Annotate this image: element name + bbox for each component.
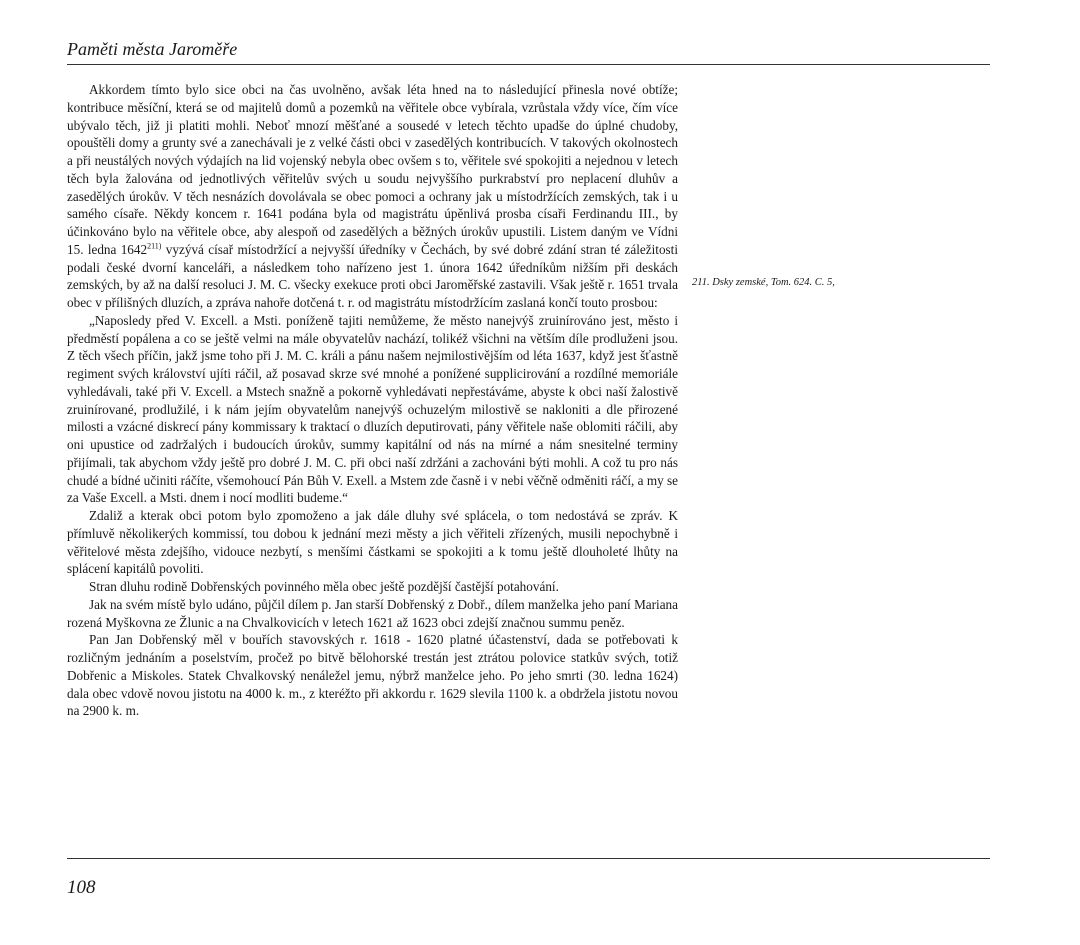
main-text bbox=[67, 81, 678, 720]
paragraph: Zdaliž a kterak obci potom bylo zpomoženo a jak dále dluhy své splácela, o tom nedostává se zpráv. K přímluvě několikerých kommissí, tou dobou k jednání mezi městy a jich věřiteli zřízených, musili nepochybně i věřitelové města zdejšího, vidouce nezbytí, s menšími částkami se spokojiti a k tomu ještě dlouholeté lhůty na splácení kapitálů povoliti. bbox=[67, 508, 678, 577]
paragraph-text: Akkordem tímto bylo sice obci na čas uvolněno, avšak léta hned na to následující přinesla nové obtíže; kontribuce měsíční, která se od majitelů domů a pozemků na věřitele obce vybírala, vzrůstala vždy více, čím více ubývalo těch, již ji platiti mohli. Neboť mnozí měšťané a sousedé v letech těchto upadše do úplné chudoby, opouštěli domy a grunty své a zanechávali je z velké části obci v zasedělých kontribucích. V takových okolnostech a při neustálých nových výdajích na lid vojenský nebyla obec ovšem s to, věřitele své spokojiti a nejednou v letech těch byla žalována od jednotlivých věřitelův svých u soudu nejvyššího purkrabství pro neplacení dluhův a zasedělých úrokův. V těch nesnázích dovolávala se obec pomoci a ochrany jak u místodržících zemských, tak i u samého císaře. Někdy koncem r. 1641 podána byla od magistrátu úpěnlivá prosba císaři Ferdinandu III., by účinkováno bylo na věřitele obce, aby alespoň od zasedělých a běžných úrokův upustili. Listem daným ve Vídni 15. ledna 1642 bbox=[67, 82, 678, 257]
paragraph: Pan Jan Dobřenský měl v bouřích stavovských r. 1618 - 1620 platné účastenství, dada se potřebovati k rozličným jednáním a poselstvím, pročež po bitvě bělohorské trestán jest ztrátou polovice statkův svých, totiž Dobřenic a Miskoles. Statek Chvalkovský nenáležel jemu, nýbrž manželce jeho. Po jeho smrti (30. ledna 1624) dala obec vdově novou jistotu na 4000 k. m., z kteréžto při akkordu r. 1629 slevila 1100 k. a obdržela jistotu novou na 2900 k. m. bbox=[67, 632, 678, 719]
sidenote-211: 211. Dsky zemské, Tom. 624. C. 5, bbox=[692, 277, 835, 288]
footer-rule bbox=[67, 858, 990, 859]
paragraph-text: vyzývá císař místodržící a nejvyšší úředníky v Čechách, by své dobré zdání stran té záležitosti podali české dvorní kanceláři, a následkem toho nařízeno jest 1. února 1642 úředníkům nižším při deskách zemských, by až na další resoluci J. M. C. všecky exekuce proti obci Jaroměřské zastavili. Však ještě r. 1651 trvala obec v přílišných dluzích, a zpráva nahoře dotčená t. r. od magistrátu místodržícím zaslaná končí touto prosbou: bbox=[67, 241, 678, 310]
paragraph: Jak na svém místě bylo udáno, půjčil dílem p. Jan starší Dobřenský z Dobř., dílem manželka jeho paní Mariana rozená Myškovna ze Žlunic a na Chvalkovicích v letech 1621 až 1623 obci zdejší značnou summu peněz. bbox=[67, 596, 678, 630]
page-number: 108 bbox=[67, 877, 96, 898]
header-rule bbox=[67, 64, 990, 65]
paragraph: Stran dluhu rodině Dobřenských povinného měla obec ještě pozdější častější potahování. bbox=[89, 579, 559, 594]
footnote-reference[interactable]: 211) bbox=[147, 241, 162, 251]
running-header: Paměti města Jaroměře bbox=[67, 39, 238, 59]
paragraph bbox=[67, 81, 678, 312]
quoted-paragraph: „Naposledy před V. Excell. a Msti. poníženě tajiti nemůžeme, že město nanejvýš zruinírováno jest, město i předměstí popálena a co se ještě velmi na mále obyvatelův nachází, tolikéž všichni na větším díle prodluženi jsou. Z těch všech příčin, jakž jsme toho při J. M. C. králi a pánu našem nejmilostivějším od léta 1637, když jest šťastně regiment svých království ujíti ráčil, až posavad skrze své mnohé a ponížené supplicirování a rozdílné memoriále vyhledávali, také při V. Excell. a Mstech snažně a pokorně vyhledávati nepřestáváme, abyste k obci naší žalostivě zruinírované, prodlužilé, i k nám jejím obyvatelům nanejvýš ochuzelým milostivě se nakloniti a dle přirozené milosti a vzácné diskrecí pány kommissary k traktací o dluzích deputirovati, pány věřitele naše oblomiti ráčili, aby oni upustice od zadržalých i budoucích úrokův, summy kapitální od nás na mírné a nám snesitelné terminy přijímali, tak abychom vždy ještě pro dobré J. M. C. při obci naší zdržáni a zachováni býti mohli. A což tu pro nás chudé a bídné učiniti ráčíte, všemohoucí Pán Bůh V. Exell. a Mstem zde časně i v nebi věčně odměniti ráčí, a my se za Vaše Excell. a Msti. dnem i nocí modliti budeme.“ bbox=[67, 312, 678, 506]
